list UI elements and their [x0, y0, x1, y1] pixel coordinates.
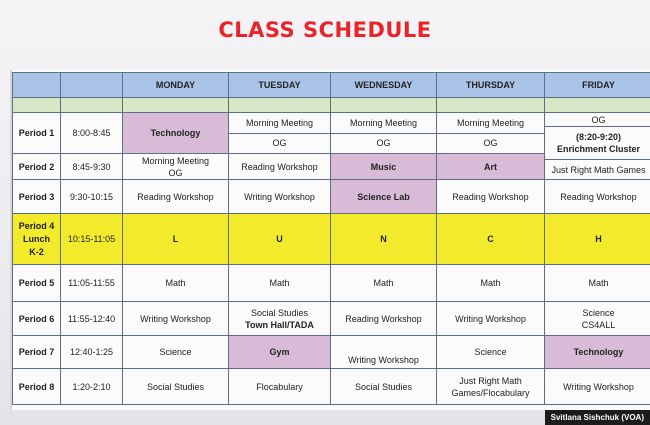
time-range: 11:55-12:40 [61, 302, 123, 336]
class-cell [545, 113, 650, 180]
class-cell: Technology [123, 113, 229, 154]
class-cell: Reading Workshop [437, 180, 545, 214]
class-cell [437, 113, 545, 154]
class-text: Just Right Math Games [551, 164, 646, 175]
class-cell: Math [437, 265, 545, 302]
lunch-row [13, 214, 650, 265]
class-text: (8:20-9:20) [575, 132, 622, 142]
class-cell: Flocabulary [229, 369, 331, 405]
class-cell: Reading Workshop [545, 180, 650, 214]
class-cell: Music [331, 154, 437, 180]
period-label: Period 8 [13, 369, 61, 405]
class-cell: Technology [545, 336, 650, 369]
schedule-row [13, 302, 650, 336]
period-label: Period 2 [13, 154, 61, 180]
class-text: OG [168, 167, 183, 178]
lunch-letter: U [229, 214, 331, 265]
class-cell [331, 113, 437, 154]
period-text: Period 4 [18, 220, 55, 231]
lunch-letter: C [437, 214, 545, 265]
class-cell: Social Studies [123, 369, 229, 405]
header-blank [61, 73, 123, 98]
class-cell: Writing Workshop [123, 302, 229, 336]
class-cell: Math [229, 265, 331, 302]
class-cell: Social Studies [331, 369, 437, 405]
header-row [13, 73, 650, 98]
class-text: Morning Meeting [229, 113, 330, 134]
period-text: K-2 [29, 246, 44, 257]
class-text: CS4ALL [581, 319, 616, 330]
class-cell: Writing Workshop [331, 336, 437, 369]
class-cell [545, 302, 650, 336]
time-range: 11:05-11:55 [61, 265, 123, 302]
class-text: Enrichment Cluster [556, 144, 641, 154]
class-text: OG [376, 138, 391, 149]
header-tuesday: TUESDAY [229, 73, 331, 98]
class-cell [229, 302, 331, 336]
band-cell [437, 98, 545, 113]
header-monday: MONDAY [123, 73, 229, 98]
class-cell: Reading Workshop [123, 180, 229, 214]
header-blank [13, 73, 61, 98]
period-label: Period 7 [13, 336, 61, 369]
period-label [13, 214, 61, 265]
schedule-title: CLASS SCHEDULE [218, 18, 432, 42]
schedule-row [13, 336, 650, 369]
class-cell: Reading Workshop [331, 302, 437, 336]
band-cell [13, 98, 61, 113]
header-friday: FRIDAY [545, 73, 650, 98]
green-band-row [13, 98, 650, 113]
band-cell [545, 98, 650, 113]
period-label: Period 1 [13, 113, 61, 154]
header-wednesday: WEDNESDAY [331, 73, 437, 98]
class-cell: Writing Workshop [229, 180, 331, 214]
class-text: Social Studies [250, 307, 309, 318]
band-cell [229, 98, 331, 113]
period-label: Period 3 [13, 180, 61, 214]
band-cell [61, 98, 123, 113]
class-cell: Gym [229, 336, 331, 369]
class-text: Morning Meeting [141, 155, 210, 166]
band-cell [331, 98, 437, 113]
class-cell: Reading Workshop [229, 154, 331, 180]
period-label: Period 5 [13, 265, 61, 302]
time-range: 9:30-10:15 [61, 180, 123, 214]
class-cell: Writing Workshop [545, 369, 650, 405]
schedule-row [13, 180, 650, 214]
class-cell: Writing Workshop [437, 302, 545, 336]
time-range: 8:00-8:45 [61, 113, 123, 154]
class-cell: Math [545, 265, 650, 302]
class-text: OG [272, 138, 287, 149]
time-range: 12:40-1:25 [61, 336, 123, 369]
band-cell [123, 98, 229, 113]
class-cell [437, 369, 545, 405]
class-text: Town Hall/TADA [245, 319, 314, 330]
class-text: Morning Meeting [437, 113, 544, 134]
class-cell: Science [437, 336, 545, 369]
class-text: Science [582, 307, 615, 318]
class-text: Games/Flocabulary [451, 387, 530, 398]
time-range: 10:15-11:05 [61, 214, 123, 265]
lunch-letter: L [123, 214, 229, 265]
class-text: OG [483, 138, 498, 149]
header-thursday: THURSDAY [437, 73, 545, 98]
class-cell: Art [437, 154, 545, 180]
class-cell: Science [123, 336, 229, 369]
lunch-letter: H [545, 214, 650, 265]
period-text: Lunch [23, 233, 50, 244]
schedule-row [13, 265, 650, 302]
schedule-row [13, 113, 650, 154]
class-cell: Math [123, 265, 229, 302]
schedule-table [12, 72, 650, 405]
class-cell: Math [331, 265, 437, 302]
period-label: Period 6 [13, 302, 61, 336]
class-cell [123, 154, 229, 180]
class-cell: Science Lab [331, 180, 437, 214]
lunch-letter: N [331, 214, 437, 265]
time-range: 8:45-9:30 [61, 154, 123, 180]
time-range: 1:20-2:10 [61, 369, 123, 405]
class-cell [229, 113, 331, 154]
photo-credit: Svitlana Sishchuk (VOA) [545, 410, 650, 425]
class-text: OG [545, 113, 650, 127]
class-text: Just Right Math [459, 375, 522, 386]
schedule-row [13, 369, 650, 405]
class-text: Morning Meeting [331, 113, 436, 134]
